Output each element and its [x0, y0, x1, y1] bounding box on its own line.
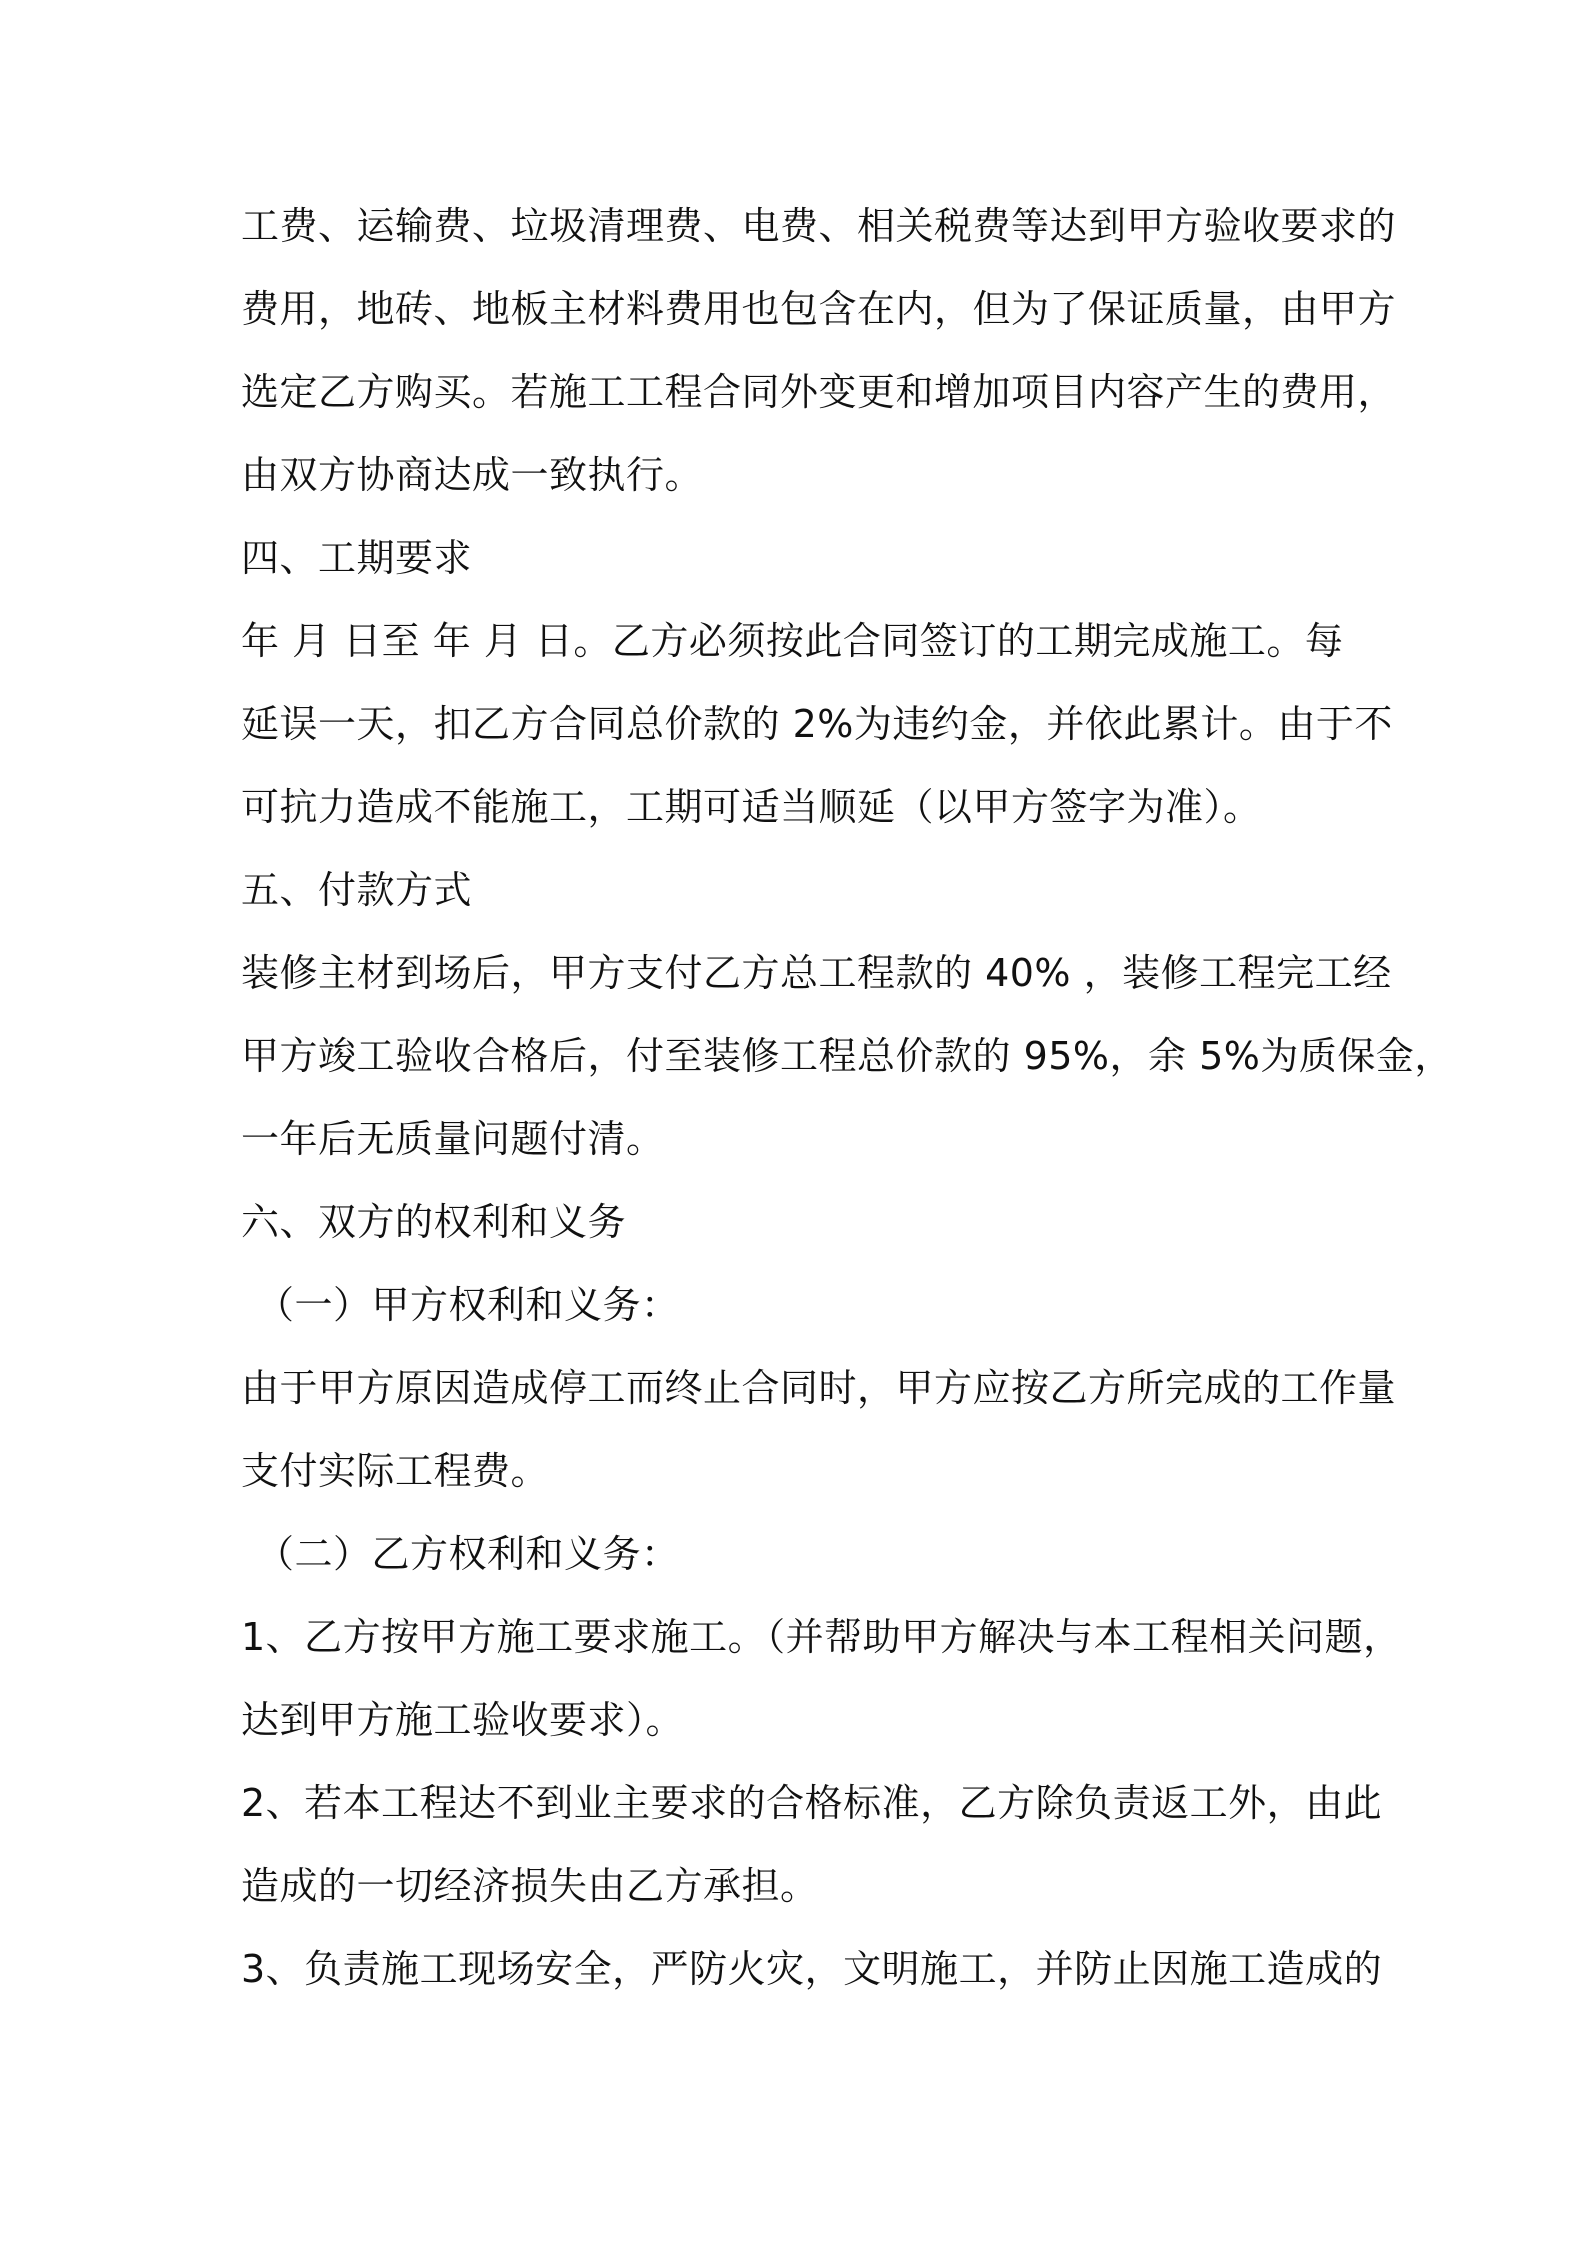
- list-item-text: 2、若本工程达不到业主要求的合格标准，乙方除负责返工外，由此: [241, 1781, 1383, 1825]
- body-text-line: 费用，地砖、地板主材料费用也包含在内，但为了保证质量，由甲方: [241, 287, 1397, 331]
- body-text-line: 可抗力造成不能施工，工期可适当顺延（以甲方签字为准）。: [241, 785, 1262, 829]
- list-item-text: 3、负责施工现场安全，严防火灾，文明施工，并防止因施工造成的: [241, 1947, 1383, 1991]
- list-item-text: 达到甲方施工验收要求）。: [241, 1698, 685, 1742]
- section-heading: 四、工期要求: [241, 536, 473, 580]
- body-text-line: 一年后无质量问题付清。: [241, 1117, 665, 1161]
- body-text-line: 年 月 日至 年 月 日。乙方必须按此合同签订的工期完成施工。每: [241, 619, 1344, 663]
- section-heading: 六、双方的权利和义务: [241, 1200, 627, 1244]
- subsection-heading: （二）乙方权利和义务：: [256, 1532, 680, 1576]
- body-text-line: 支付实际工程费。: [241, 1449, 550, 1493]
- section-heading: 五、付款方式: [241, 868, 473, 912]
- list-item-text: 造成的一切经济损失由乙方承担。: [241, 1864, 819, 1908]
- body-text-line: 选定乙方购买。若施工工程合同外变更和增加项目内容产生的费用，: [241, 370, 1397, 414]
- body-text-line: 工费、运输费、垃圾清理费、电费、相关税费等达到甲方验收要求的: [241, 204, 1397, 248]
- body-text-line: 由于甲方原因造成停工而终止合同时，甲方应按乙方所完成的工作量: [241, 1366, 1397, 1410]
- body-text-line: 延误一天，扣乙方合同总价款的 2%为违约金，并依此累计。由于不: [241, 702, 1393, 746]
- body-text-line: 由双方协商达成一致执行。: [241, 453, 704, 497]
- subsection-heading: （一）甲方权利和义务：: [256, 1283, 680, 1327]
- list-item-text: 1、乙方按甲方施工要求施工。（并帮助甲方解决与本工程相关问题，: [241, 1615, 1402, 1659]
- body-text-line: 甲方竣工验收合格后，付至装修工程总价款的 95%，余 5%为质保金，: [241, 1034, 1453, 1078]
- body-text-line: 装修主材到场后，甲方支付乙方总工程款的 40% ，装修工程完工经: [241, 951, 1392, 995]
